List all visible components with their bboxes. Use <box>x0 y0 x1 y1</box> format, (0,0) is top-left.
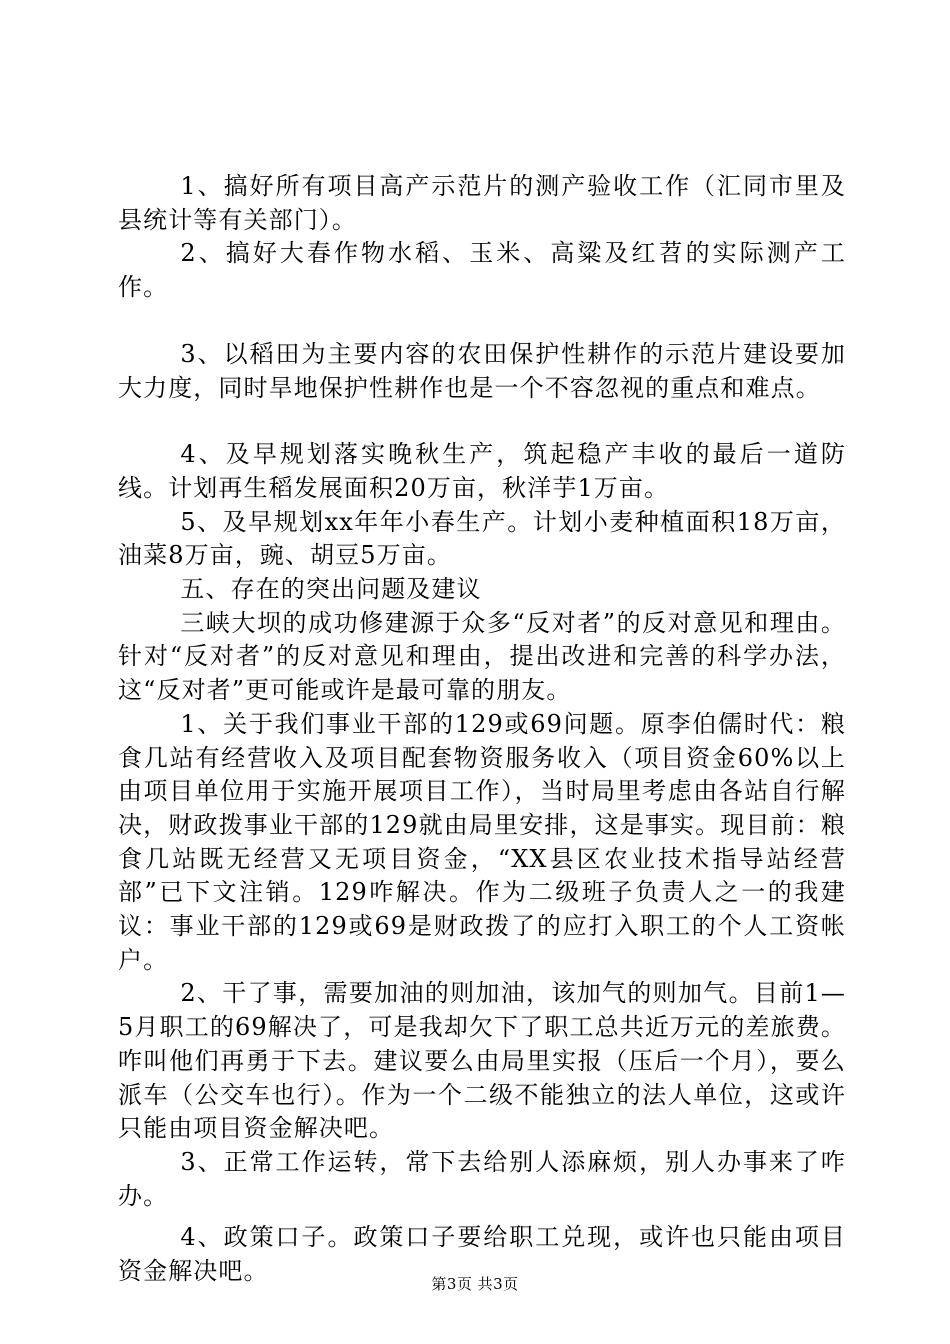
paragraph-issue-4: 4、政策口子。政策口子要给职工兑现，或许也只能由项目资金解决吧。 <box>118 1223 846 1286</box>
paragraph-item-4: 4、及早规划落实晚秋生产，筑起稳产丰收的最后一道防线。计划再生稻发展面积20万亩，秋洋芋1万亩。 <box>118 440 846 502</box>
page-number-footer: 第3页 共3页 <box>431 1275 519 1293</box>
paragraph-issue-3: 3、正常工作运转，常下去给别人添麻烦，别人办事来了咋办。 <box>118 1147 846 1210</box>
section-heading: 五、存在的突出问题及建议 <box>180 575 482 604</box>
paragraph-item-5: 5、及早规划xx年年小春生产。计划小麦种植面积18万亩，油菜8万亩，豌、胡豆5万亩。 <box>118 507 846 570</box>
paragraph-three-gorges: 三峡大坝的成功修建源于众多“反对者”的反对意见和理由。针对“反对者”的反对意见和理由，提出改进和完善的科学办法，这“反对者”更可能或许是最可靠的朋友。 <box>118 608 846 705</box>
document-body <box>118 170 846 1289</box>
paragraph-issue-1: 1、关于我们事业干部的129或69问题。原李伯儒时代：粮食几站有经营收入及项目配套物资服务收入（项目资金60%以上由项目单位用于实施开展项目工作），当时局里考虑由各站自行解决，财政拨事业干部的129就由局里安排，这是事实。现目前：粮食几站既无经营又无项目资金，“XX县区农业技术指导站经营部”已下文注销。129咋解决。作为二级班子负责人之一的我建议：事业干部的129或69是财政拨了的应打入职工的个人工资帐户。 <box>118 709 846 974</box>
paragraph-item-1: 1、搞好所有项目高产示范片的测产验收工作（汇同市里及县统计等有关部门）。 <box>118 172 846 234</box>
paragraph-item-3: 3、以稻田为主要内容的农田保护性耕作的示范片建设要加大力度，同时旱地保护性耕作也是一个不容忽视的重点和难点。 <box>118 339 846 402</box>
paragraph-issue-2: 2、干了事，需要加油的则加油，该加气的则加气。目前1—5月职工的69解决了，可是我却欠下了职工总共近万元的差旅费。咋叫他们再勇于下去。建议要么由局里实报（压后一个月），要么派车（公交车也行）。作为一个二级不能独立的法人单位，这或许只能由项目资金解决吧。 <box>118 979 846 1143</box>
paragraph-item-2: 2、搞好大春作物水稻、玉米、高粱及红苕的实际测产工作。 <box>118 239 846 302</box>
